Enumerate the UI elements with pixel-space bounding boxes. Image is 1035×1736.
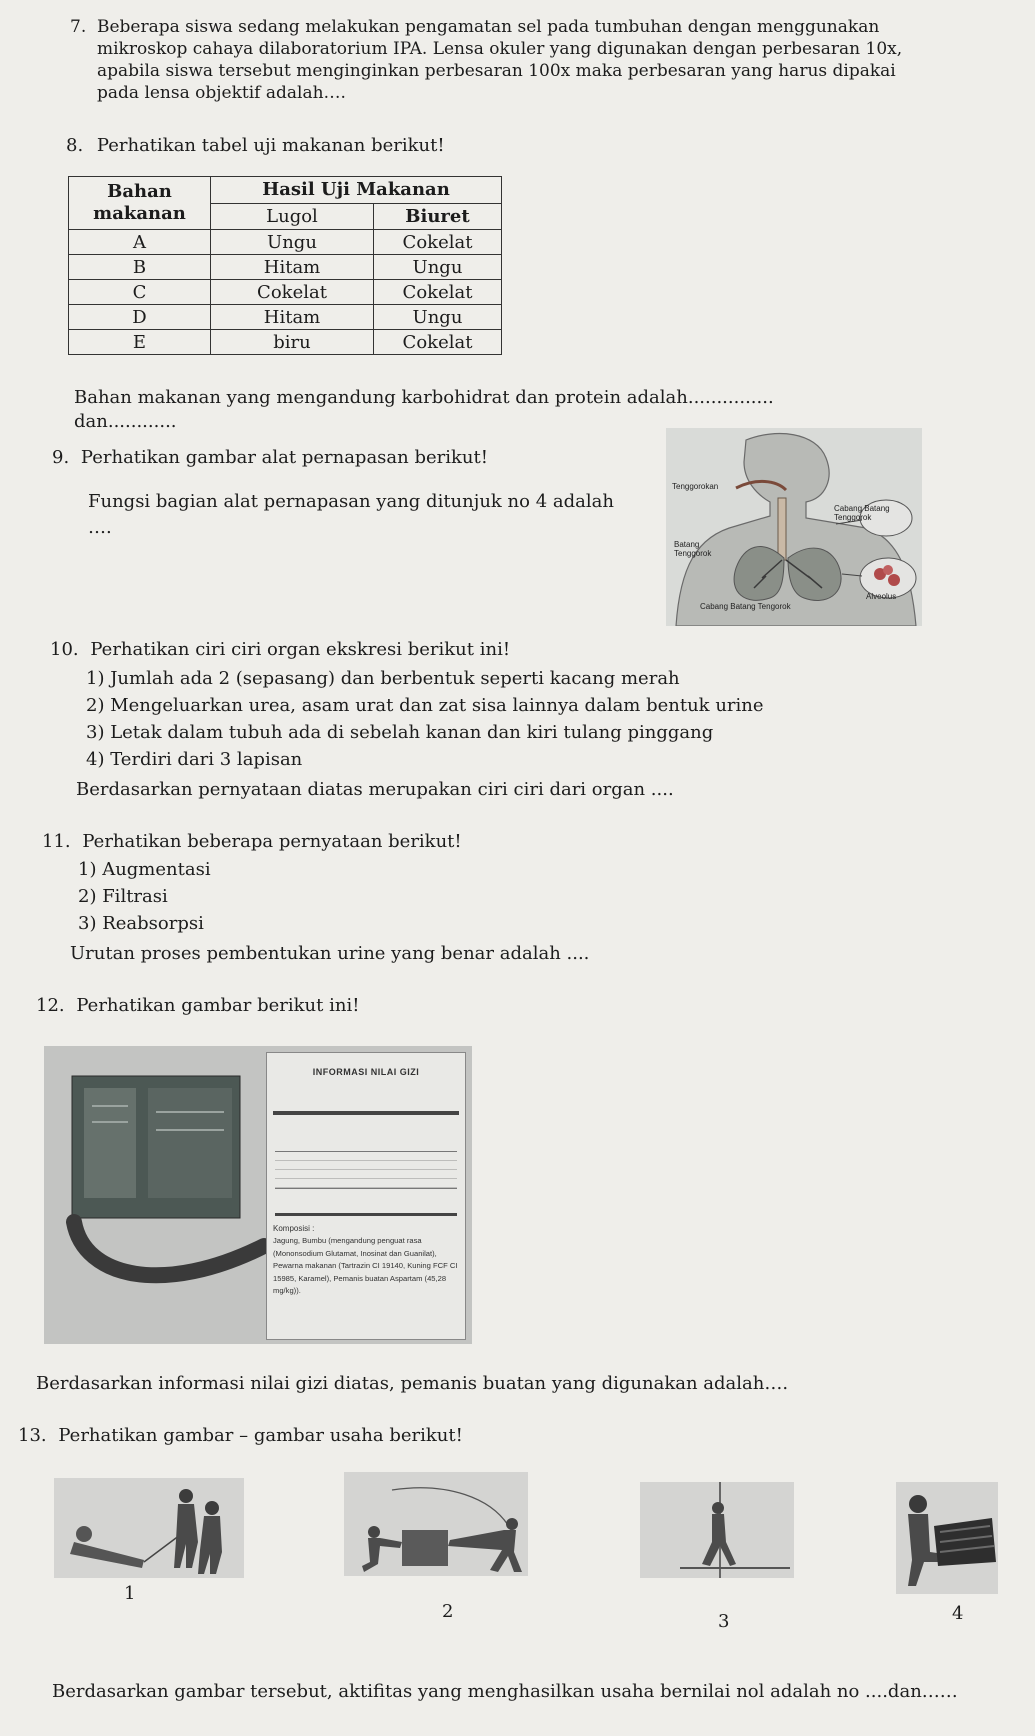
list-item: 3) Reabsorpsi	[78, 913, 204, 934]
usaha-figure-1	[54, 1478, 244, 1578]
question-13-prompt: Berdasarkan gambar tersebut, aktifitas yang menghasilkan usaha bernilai nol adalah no ....dan……	[52, 1681, 958, 1702]
list-item: 2) Filtrasi	[78, 886, 168, 907]
question-text: Perhatikan beberapa pernyataan berikut!	[82, 831, 462, 852]
respiratory-diagram	[666, 428, 922, 626]
question-number: 7.	[70, 17, 87, 37]
question-text: Perhatikan gambar – gambar usaha berikut!	[58, 1425, 463, 1446]
question-text: Perhatikan ciri ciri organ ekskresi berikut ini!	[90, 639, 511, 660]
question-number: 11.	[42, 831, 71, 852]
nutrition-label	[266, 1052, 466, 1340]
nutrition-rows	[275, 1151, 457, 1189]
cell-bahan: A	[69, 230, 211, 255]
question-13	[18, 1424, 463, 1448]
cell-biuret: Cokelat	[374, 280, 502, 305]
usaha-figure-4	[896, 1482, 998, 1594]
table-row	[69, 305, 502, 330]
usaha-caption-2: 2	[442, 1601, 454, 1622]
usaha-figure-2	[344, 1472, 528, 1576]
table-row	[69, 330, 502, 355]
cell-lugol: biru	[211, 330, 374, 355]
question-text: Perhatikan gambar berikut ini!	[76, 995, 360, 1016]
question-8	[66, 134, 445, 158]
cell-biuret: Ungu	[374, 305, 502, 330]
question-9-prompt: Fungsi bagian alat pernapasan yang ditunjuk no 4 adalah	[88, 491, 614, 512]
sitting-person-illustration	[896, 1482, 998, 1594]
question-number: 13.	[18, 1425, 47, 1446]
food-test-table	[68, 176, 502, 355]
question-text: Perhatikan gambar alat pernapasan berikut!	[80, 447, 488, 468]
table-row	[69, 280, 502, 305]
question-10-prompt: Berdasarkan pernyataan diatas merupakan ciri ciri dari organ ....	[76, 779, 674, 800]
cell-lugol: Cokelat	[211, 280, 374, 305]
header-hasil: Hasil Uji Makanan	[211, 177, 502, 204]
question-11-list	[78, 856, 478, 937]
nutrition-footnote	[275, 1203, 457, 1216]
cell-bahan: D	[69, 305, 211, 330]
cell-bahan: B	[69, 255, 211, 280]
list-item: 1) Jumlah ada 2 (sepasang) dan berbentuk seperti kacang merah	[86, 668, 680, 689]
pulling-sled-illustration	[54, 1478, 244, 1578]
question-8-answer-line: Bahan makanan yang mengandung karbohidrat dan protein adalah............... dan............	[74, 387, 774, 432]
question-7-text: Beberapa siswa sedang melakukan pengamatan sel pada tumbuhan dengan menggunakan mikroskop cahaya dilaboratorium IPA. Lensa okuler yang digunakan dengan perbesaran 10x, apabila siswa tersebut menginginkan perbesaran 100x maka perbesaran yang harus dipakai pada lensa objektif adalah….	[97, 17, 903, 104]
cell-biuret: Cokelat	[374, 330, 502, 355]
question-10-list	[86, 665, 786, 773]
pushing-box-illustration	[344, 1472, 528, 1576]
question-number: 10.	[50, 639, 79, 660]
label-tenggorokan: Tenggorokan	[672, 482, 719, 491]
label-cabang-batang-tengorok: Cabang Batang Tengorok	[700, 602, 791, 611]
question-text: Perhatikan tabel uji makanan berikut!	[96, 135, 445, 156]
list-item: 1) Augmentasi	[78, 859, 211, 880]
list-item: 2) Mengeluarkan urea, asam urat dan zat sisa lainnya dalam bentuk urine	[86, 695, 764, 716]
usaha-caption-3: 3	[718, 1611, 730, 1632]
question-9-blank: ….	[88, 517, 112, 538]
question-number: 12.	[36, 995, 65, 1016]
cell-bahan: E	[69, 330, 211, 355]
cell-biuret: Ungu	[374, 255, 502, 280]
cell-lugol: Hitam	[211, 255, 374, 280]
table-row	[69, 230, 502, 255]
cell-biuret: Cokelat	[374, 230, 502, 255]
question-number: 8.	[66, 135, 84, 156]
nutrition-divider	[273, 1111, 459, 1115]
komposisi-title: Komposisi :	[273, 1224, 315, 1233]
header-biuret: Biuret	[374, 203, 502, 230]
usaha-caption-1: 1	[124, 1583, 136, 1604]
usaha-figure-3	[640, 1482, 794, 1578]
snack-package-figure	[44, 1046, 472, 1344]
label-alveolus: Alveolus	[866, 592, 897, 601]
question-10	[50, 638, 510, 662]
question-9	[52, 446, 488, 470]
list-item: 3) Letak dalam tubuh ada di sebelah kanan dan kiri tulang pinggang	[86, 722, 714, 743]
question-12	[36, 994, 359, 1018]
nutrition-title: INFORMASI NILAI GIZI	[312, 1067, 420, 1077]
question-11-prompt: Urutan proses pembentukan urine yang benar adalah ....	[70, 943, 590, 964]
question-number: 9.	[52, 447, 70, 468]
cell-bahan: C	[69, 280, 211, 305]
label-cabang-batang-tenggorok: Cabang Batang Tenggorok	[834, 504, 890, 522]
usaha-caption-4: 4	[952, 1603, 964, 1624]
cell-lugol: Hitam	[211, 305, 374, 330]
header-lugol: Lugol	[211, 203, 374, 230]
list-item: 4) Terdiri dari 3 lapisan	[86, 749, 303, 770]
header-bahan: Bahan makanan	[69, 177, 211, 230]
question-7	[70, 16, 90, 38]
snack-package-illustration	[44, 1046, 274, 1344]
label-batang-tenggorok: Batang Tenggorok	[674, 540, 712, 558]
pushing-wall-illustration	[640, 1482, 794, 1578]
komposisi-text: Jagung, Bumbu (mengandung penguat rasa (Mononsodium Glutamat, Inosinat dan Guanilat), Pewarna makanan (Tartrazin CI 19140, Kuning FCF CI 15985, Karamel), Pemanis buatan Aspartam (45,28 mg/kg)).	[273, 1236, 458, 1295]
question-11	[42, 830, 462, 854]
cell-lugol: Ungu	[211, 230, 374, 255]
question-12-prompt: Berdasarkan informasi nilai gizi diatas, pemanis buatan yang digunakan adalah….	[36, 1373, 789, 1394]
table-row	[69, 255, 502, 280]
